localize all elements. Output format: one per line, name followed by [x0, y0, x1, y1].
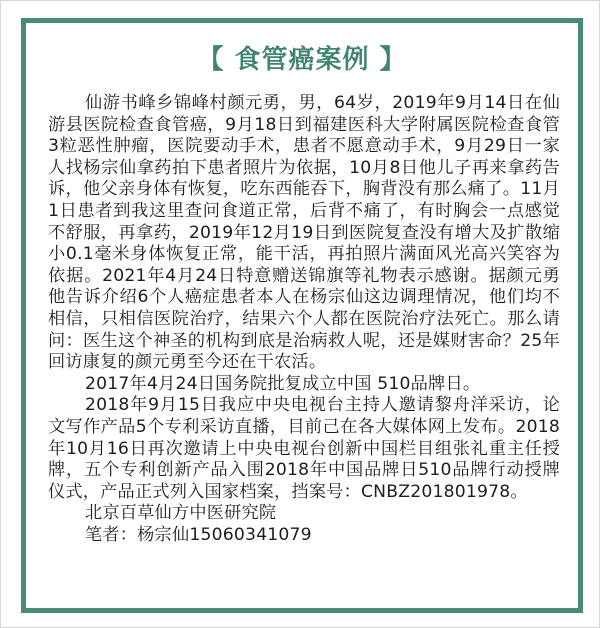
author-line: 笔者：杨宗仙15060341079: [85, 524, 312, 545]
case-paragraph: 仙游书峰乡锦峰村颜元勇，男，64岁，2019年9月14日在仙游县医院检查食管癌，9月18日到福建医科大学附属医院检查食管3粒恶性肿瘤，医院要动手术，患者不愿意动手术，9月29日一家人找杨宗仙拿药拍下患者照片为依据，10月8日他儿子再来拿药告诉，他父亲身体有恢复，吃东西能吞下，胸背没有那么痛了。11月1日患者到我这里查问食道正常，后背不痛了，有时胸会一点感觉不舒服，再拿药，2019年12月19日到医院复查没有增大及扩散缩小0.1毫米身体恢复正常，能干活，再拍照片满面风光高兴笑容为依据。2021年4月24日特意赠送锦旗等礼物表示感谢。据颜元勇他告诉介绍6个人癌症患者本人在杨宗仙这边调理情况，他们均不相信，只相信医院治疗，结果六个人都在医院治疗法死亡。那么请问：医生这个神圣的机构到底是治病救人呢，还是媒财害命？25年回访康复的颜元勇至今还在干农活。: [48, 93, 560, 373]
brand-day-paragraph: 2017年4月24日国务院批复成立中国 510品牌日。: [85, 373, 481, 394]
interview-paragraph: 2018年9月15日我应中央电视台主持人邀请黎舟洋采访，论文写作产品5个专利采访直播，目前己在各大媒体网上发布。2018年10月16日再次邀请上中央电视台创新中国栏目组张礼重主任授牌，五个专利创新产品入围2018年中国品牌日510品牌行动授牌仪式，产品正式列入国家档案，挡案号：CNBZ201801978。: [48, 395, 560, 502]
article-body: [48, 93, 560, 546]
green-frame: [21, 18, 583, 613]
page-title: 【 食管癌案例 】: [197, 45, 407, 75]
institute-name: 北京百草仙方中医研究院: [85, 503, 277, 524]
